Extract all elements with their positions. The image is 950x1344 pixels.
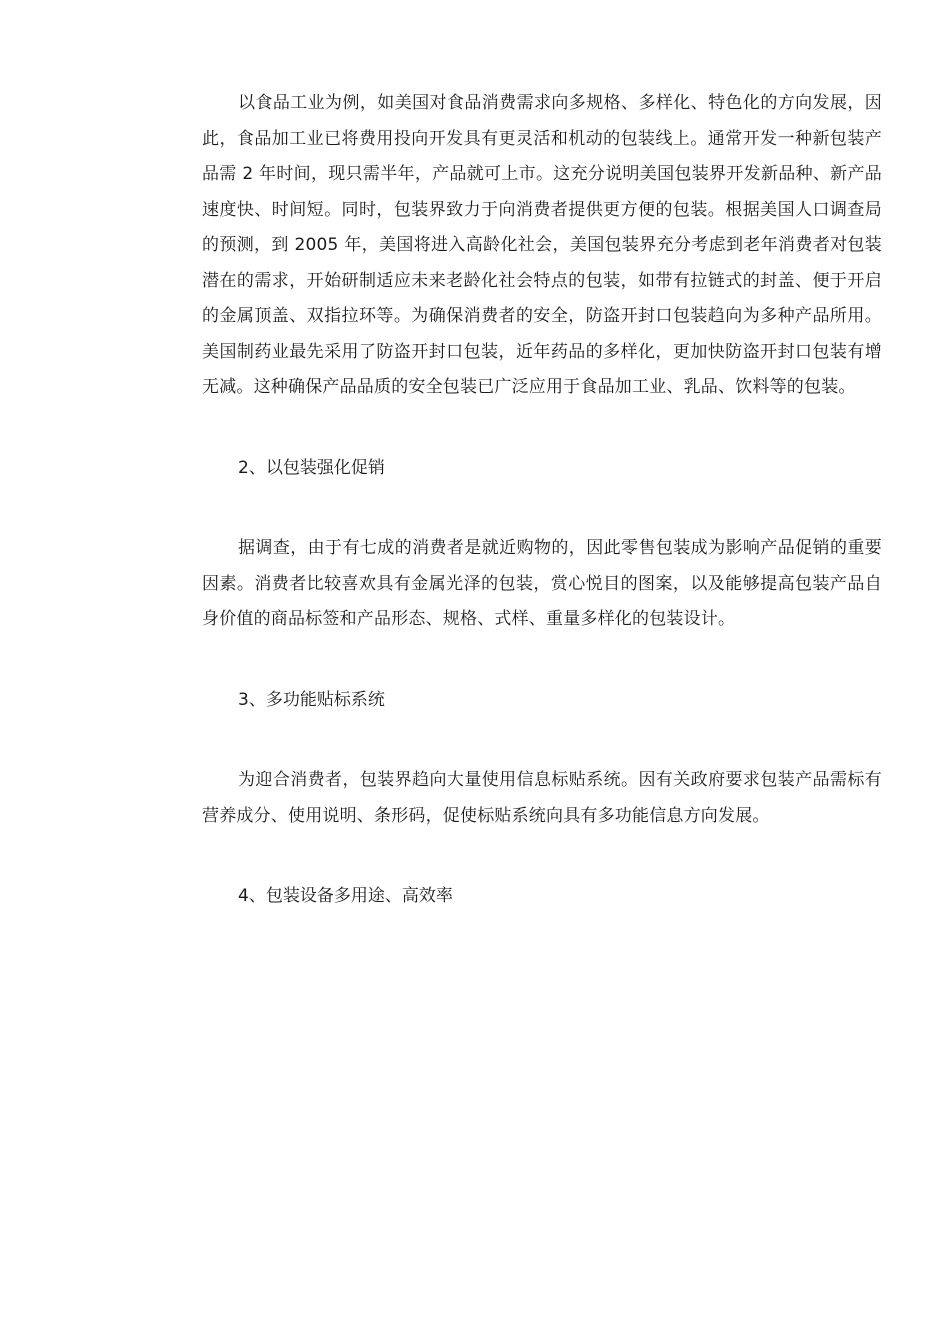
spacer [202,834,882,879]
spacer [202,406,882,451]
spacer [202,486,882,531]
paragraph-retail-packaging: 据调查，由于有七成的消费者是就近购物的，因此零售包装成为影响产品促销的重要因素。消费者比较喜欢具有金属光泽的包装，赏心悦目的图案，以及能够提高包装产品自身价值的商品标签和产品形态、规格、式样、重量多样化的包装设计。 [202,538,882,629]
spacer [202,718,882,763]
section-heading-2: 2、以包装强化促销 [238,457,385,478]
paragraph-food-industry: 以食品工业为例，如美国对食品消费需求向多规格、多样化、特色化的方向发展，因此，食品加工业已将费用投向开发具有更灵活和机动的包装线上。通常开发一种新包装产品需 2 年时间，现只需半年，产品就可上市。这充分说明美国包装界开发新品种、新产品速度快、时间短。同时，包装界致力于向消费者提供更方便的包装。根据美国人口调查局的预测，到 2005 年，美国将进入高龄化社会，美国包装界充分考虑到老年消费者对包装潜在的需求，开始研制适应未来老龄化社会特点的包装，如带有拉链式的封盖、便于开启的金属顶盖、双指拉环等。为确保消费者的安全，防盗开封口包装趋向为多种产品所用。美国制药业最先采用了防盗开封口包装，近年药品的多样化，更加快防盗开封口包装有增无减。这种确保产品品质的安全包装已广泛应用于食品加工业、乳品、饮料等的包装。 [202,93,882,397]
spacer [202,638,882,683]
section-heading-4: 4、包装设备多用途、高效率 [238,886,453,906]
document-body [202,86,882,915]
section-heading-3: 3、多功能贴标系统 [238,689,385,710]
paragraph-labeling-system: 为迎合消费者，包装界趋向大量使用信息标贴系统。因有关政府要求包装产品需标有营养成分、使用说明、条形码，促使标贴系统向具有多功能信息方向发展。 [202,770,882,826]
